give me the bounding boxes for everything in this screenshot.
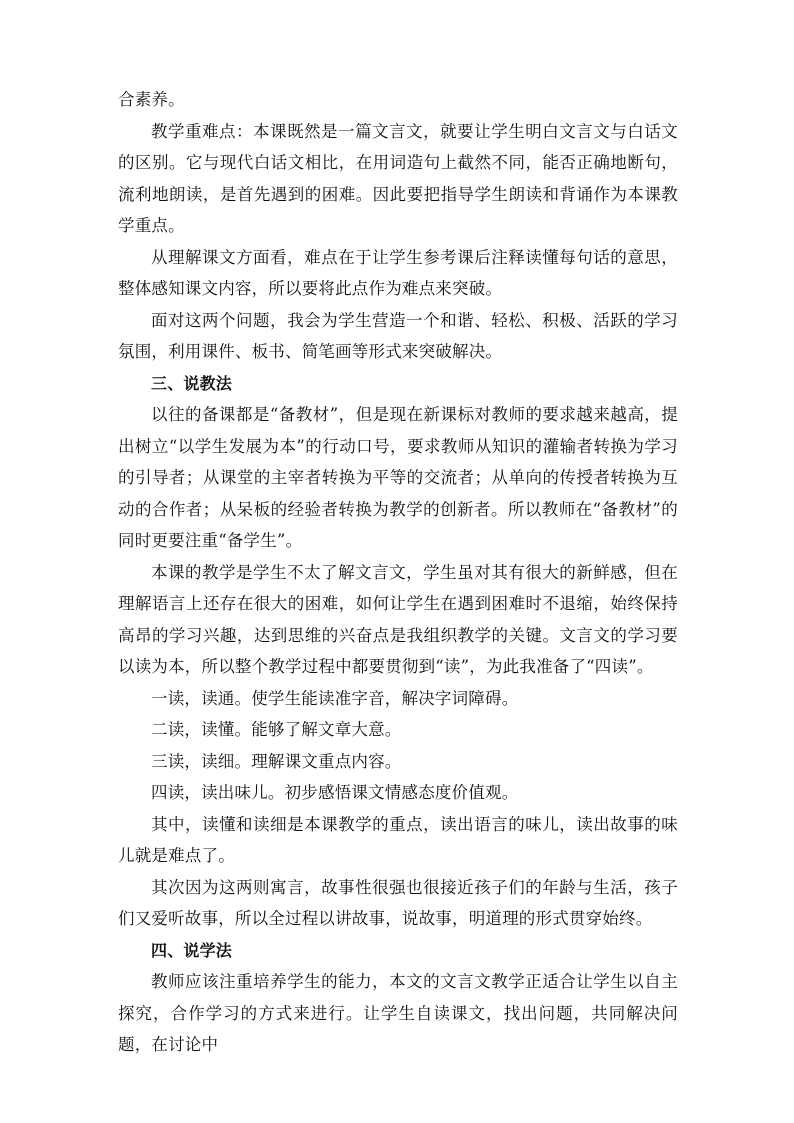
list-item-read-2: 二读，读懂。能够了解文章大意。 — [151, 720, 402, 739]
paragraph-learning-method: 教师应该注重培养学生的能力，本文的文言文教学正适合让学生以自主探究，合作学习的方式来进行。让学生自读课文，找出问题，共同解决问题，在讨论中 — [118, 972, 678, 1054]
section-heading-teaching-method: 三、说教法 — [151, 373, 233, 393]
list-item-read-3: 三读，读细。理解课文重点内容。 — [151, 751, 402, 771]
paragraph-key-points: 其中，读懂和读细是本课教学的重点，读出语言的味儿，读出故事的味儿就是难点了。 — [118, 814, 678, 865]
paragraph-teaching-difficulty: 教学重难点：本课既然是一篇文言文，就要让学生明白文言文与白话文的区别。它与现代白话文相比，在用词造句上截然不同，能否正确地断句，流利地朗读，是首先遇到的困难。因此要把指导学生朗读和背诵作为本课教学重点。 — [118, 121, 678, 235]
section-heading-learning-method: 四、说学法 — [151, 940, 233, 960]
paragraph-storytelling: 其次因为这两则寓言，故事性很强也很接近孩子们的年龄与生活，孩子们又爱听故事，所以全过程以讲故事，说故事，明道理的形式贯穿始终。 — [118, 877, 678, 928]
paragraph-continuation: 合素养。 — [118, 90, 185, 109]
paragraph-comprehension-difficulty: 从理解课文方面看，难点在于让学生参考课后注释读懂每句话的意思，整体感知课文内容，所以要将此点作为难点来突破。 — [118, 247, 678, 298]
document-page — [118, 84, 678, 1061]
list-item-read-1: 一读，读通。使学生能读准字音，解决字词障碍。 — [151, 688, 519, 708]
paragraph-solution: 面对这两个问题，我会为学生营造一个和谐、轻松、积极、活跃的学习氛围，利用课件、板书、简笔画等形式来突破解决。 — [118, 310, 678, 361]
paragraph-lesson-prep: 以往的备课都是“备教材”，但是现在新课标对教师的要求越来越高，提出树立“以学生发展为本”的行动口号，要求教师从知识的灌输者转换为学习的引导者；从课堂的主宰者转换为平等的交流者；从单向的传授者转换为互动的合作者；从呆板的经验者转换为教学的创新者。所以教师在“备教材”的同时更要注重“备学生”。 — [118, 405, 678, 550]
paragraph-lesson-teaching: 本课的教学是学生不太了解文言文，学生虽对其有很大的新鲜感，但在理解语言上还存在很大的困难，如何让学生在遇到困难时不退缩，始终保持高昂的学习兴趣，达到思维的兴奋点是我组织教学的关键。文言文的学习要以读为本，所以整个教学过程中都要贯彻到“读”，为此我准备了“四读”。 — [118, 562, 678, 676]
list-item-read-4: 四读，读出味儿。初步感悟课文情感态度价值观。 — [151, 783, 519, 802]
